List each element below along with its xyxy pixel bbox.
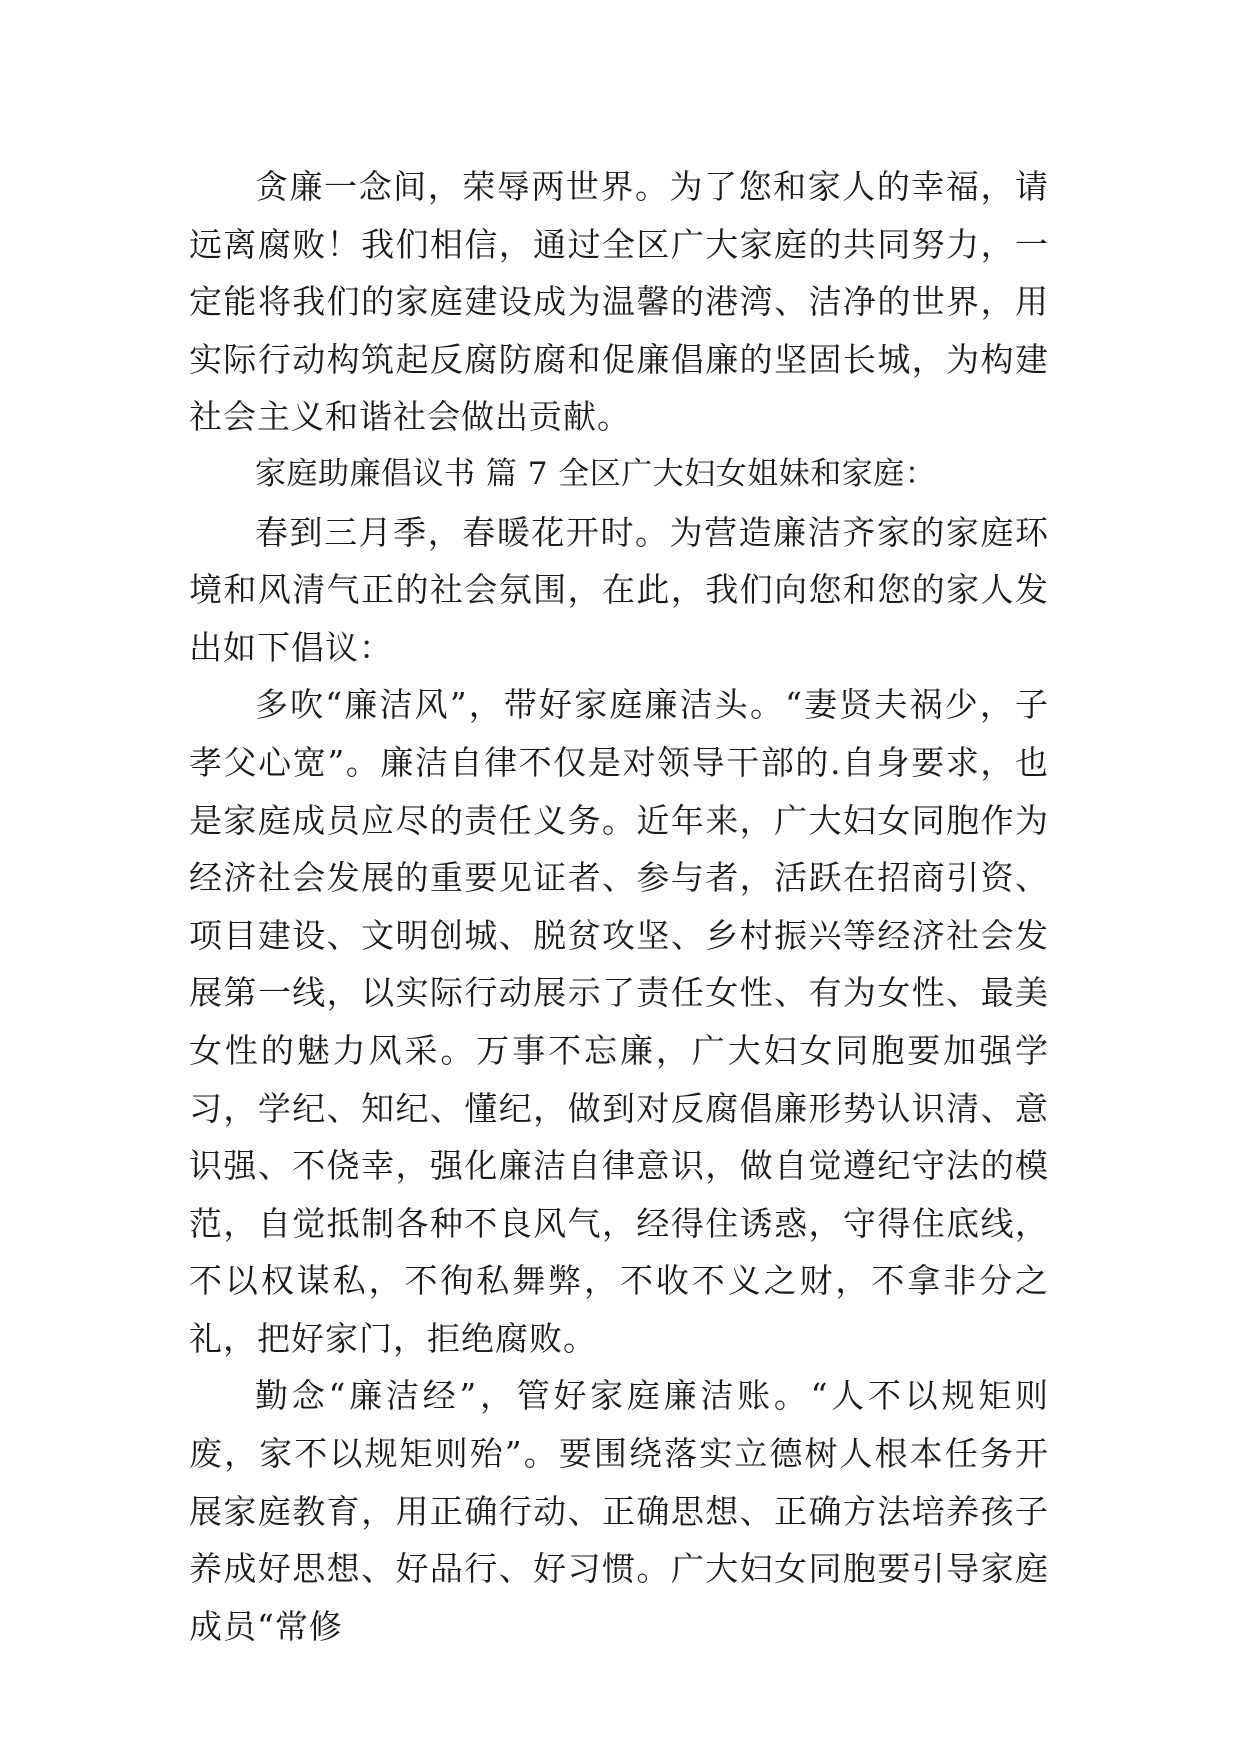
paragraph-proposal-1: 多吹“廉洁风”，带好家庭廉洁头。“妻贤夫祸少，子孝父心宽”。廉洁自律不仅是对领导干部的.自身要求，也是家庭成员应尽的责任义务。近年来，广大妇女同胞作为经济社会发展的重要见证者、参与者，活跃在招商引资、项目建设、文明创城、脱贫攻坚、乡村振兴等经济社会发展第一线，以实际行动展示了责任女性、有为女性、最美女性的魅力风采。万事不忘廉，广大妇女同胞要加强学习，学纪、知纪、懂纪，做到对反腐倡廉形势认识清、意识强、不侥幸，强化廉洁自律意识，做自觉遵纪守法的模范，自觉抵制各种不良风气，经得住诱惑，守得住底线，不以权谋私，不徇私舞弊，不收不义之财，不拿非分之礼，把好家门，拒绝腐败。	[189, 685, 1049, 1358]
paragraph-proposal-2: 勤念“廉洁经”，管好家庭廉洁账。“人不以规矩则废，家不以规矩则殆”。要围绕落实立德树人根本任务开展家庭教育，用正确行动、正确思想、正确方法培养孩子养成好思想、好品行、好习惯。广大妇女同胞要引导家庭成员“常修	[189, 1376, 1049, 1646]
paragraph-closing-appeal: 贪廉一念间，荣辱两世界。为了您和家人的幸福，请远离腐败！我们相信，通过全区广大家庭的共同努力，一定能将我们的家庭建设成为温馨的港湾、洁净的世界，用实际行动构筑起反腐防腐和促廉倡廉的坚固长城，为构建社会主义和谐社会做出贡献。	[189, 167, 1049, 437]
paragraph-intro: 春到三月季，春暖花开时。为营造廉洁齐家的家庭环境和风清气正的社会氛围，在此，我们向您和您的家人发出如下倡议：	[189, 512, 1049, 667]
document-body	[189, 158, 1049, 1655]
section-heading: 家庭助廉倡议书 篇 7 全区广大妇女姐妹和家庭：	[255, 455, 937, 492]
